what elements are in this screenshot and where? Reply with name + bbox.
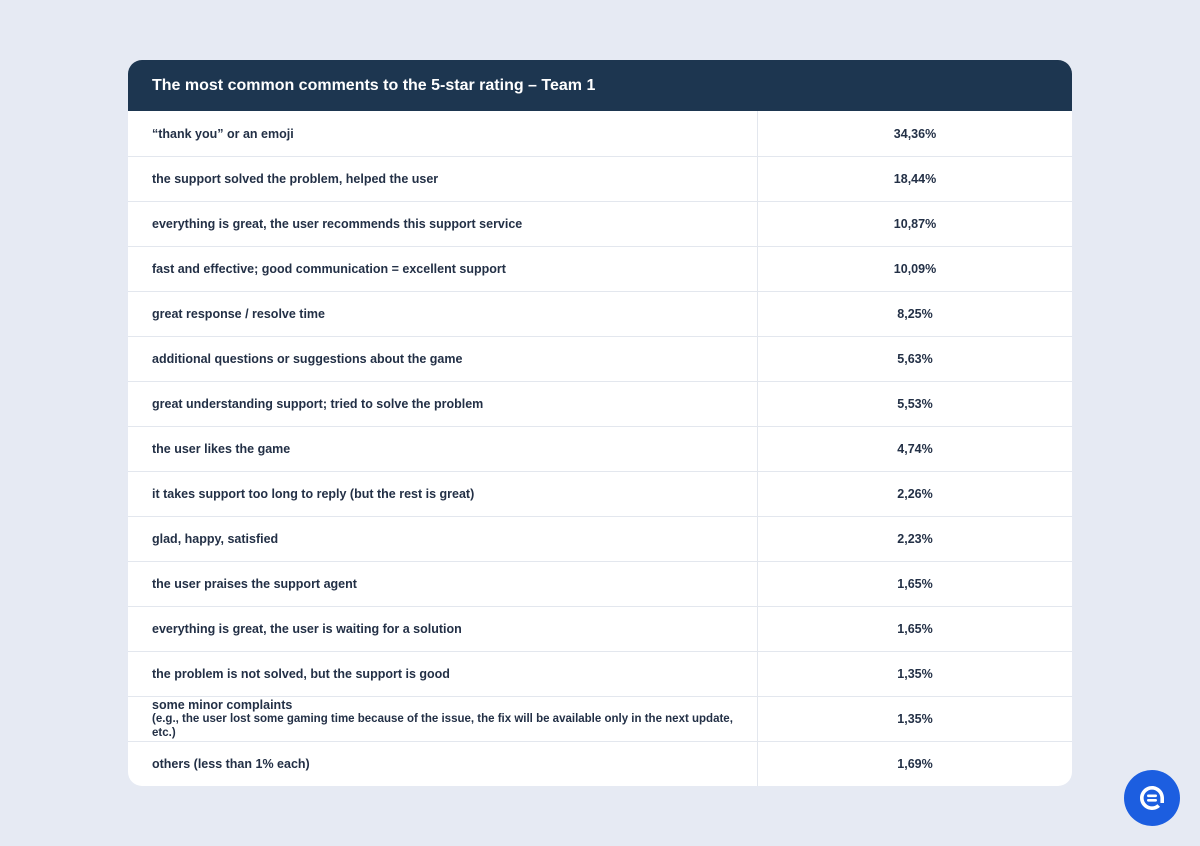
- comment-label: the user likes the game: [128, 427, 758, 471]
- table-row: [128, 336, 1072, 381]
- table-row: [128, 291, 1072, 336]
- comment-percentage: 4,74%: [897, 442, 933, 456]
- comment-percentage: 1,35%: [897, 667, 933, 681]
- comments-table-card: [128, 60, 1072, 786]
- comment-label: fast and effective; good communication = excellent support: [128, 247, 758, 291]
- comment-label: glad, happy, satisfied: [128, 517, 758, 561]
- comment-percentage: 2,23%: [897, 532, 933, 546]
- table-title: The most common comments to the 5-star rating – Team 1: [128, 60, 1072, 111]
- comment-percentage: 1,65%: [897, 622, 933, 636]
- table-row: [128, 381, 1072, 426]
- table-row: [128, 201, 1072, 246]
- table-row: [128, 561, 1072, 606]
- comment-label: great understanding support; tried to solve the problem: [128, 382, 758, 426]
- comment-label-main: some minor complaints: [152, 698, 293, 712]
- comment-percentage: 18,44%: [893, 172, 937, 186]
- comment-label: it takes support too long to reply (but the rest is great): [128, 472, 758, 516]
- table-row: [128, 471, 1072, 516]
- comment-label: “thank you” or an emoji: [128, 111, 758, 156]
- comment-label: great response / resolve time: [128, 292, 758, 336]
- table-row: [128, 651, 1072, 696]
- comment-label: others (less than 1% each): [128, 742, 758, 786]
- brand-logo-icon[interactable]: [1124, 770, 1180, 826]
- comment-percentage: 34,36%: [893, 126, 937, 141]
- table-row: [128, 606, 1072, 651]
- comment-percentage: 2,26%: [897, 487, 933, 501]
- table-row: [128, 696, 1072, 741]
- comment-percentage: 10,09%: [893, 262, 937, 276]
- comment-label: the user praises the support agent: [128, 562, 758, 606]
- comment-percentage: 1,35%: [897, 712, 933, 726]
- comment-percentage: 8,25%: [897, 307, 933, 321]
- table-row: [128, 156, 1072, 201]
- brand-logo-glyph: [1137, 783, 1167, 813]
- comment-percentage: 1,69%: [897, 757, 933, 771]
- comment-percentage: 1,65%: [897, 577, 933, 591]
- table-row: [128, 741, 1072, 786]
- comment-percentage: 10,87%: [893, 217, 937, 231]
- table-row: [128, 111, 1072, 156]
- comment-label: everything is great, the user is waiting for a solution: [128, 607, 758, 651]
- comment-percentage: 5,63%: [897, 352, 933, 366]
- comments-table: [128, 111, 1072, 786]
- comment-label: [128, 697, 758, 741]
- comment-label: the support solved the problem, helped the user: [128, 157, 758, 201]
- comment-label: additional questions or suggestions about the game: [128, 337, 758, 381]
- table-row: [128, 426, 1072, 471]
- comment-label-detail: (e.g., the user lost some gaming time because of the issue, the fix will be available only in the next update, etc.): [152, 713, 733, 739]
- table-row: [128, 516, 1072, 561]
- comment-label: everything is great, the user recommends this support service: [128, 202, 758, 246]
- table-row: [128, 246, 1072, 291]
- comment-percentage: 5,53%: [897, 397, 933, 411]
- comment-label: the problem is not solved, but the support is good: [128, 652, 758, 696]
